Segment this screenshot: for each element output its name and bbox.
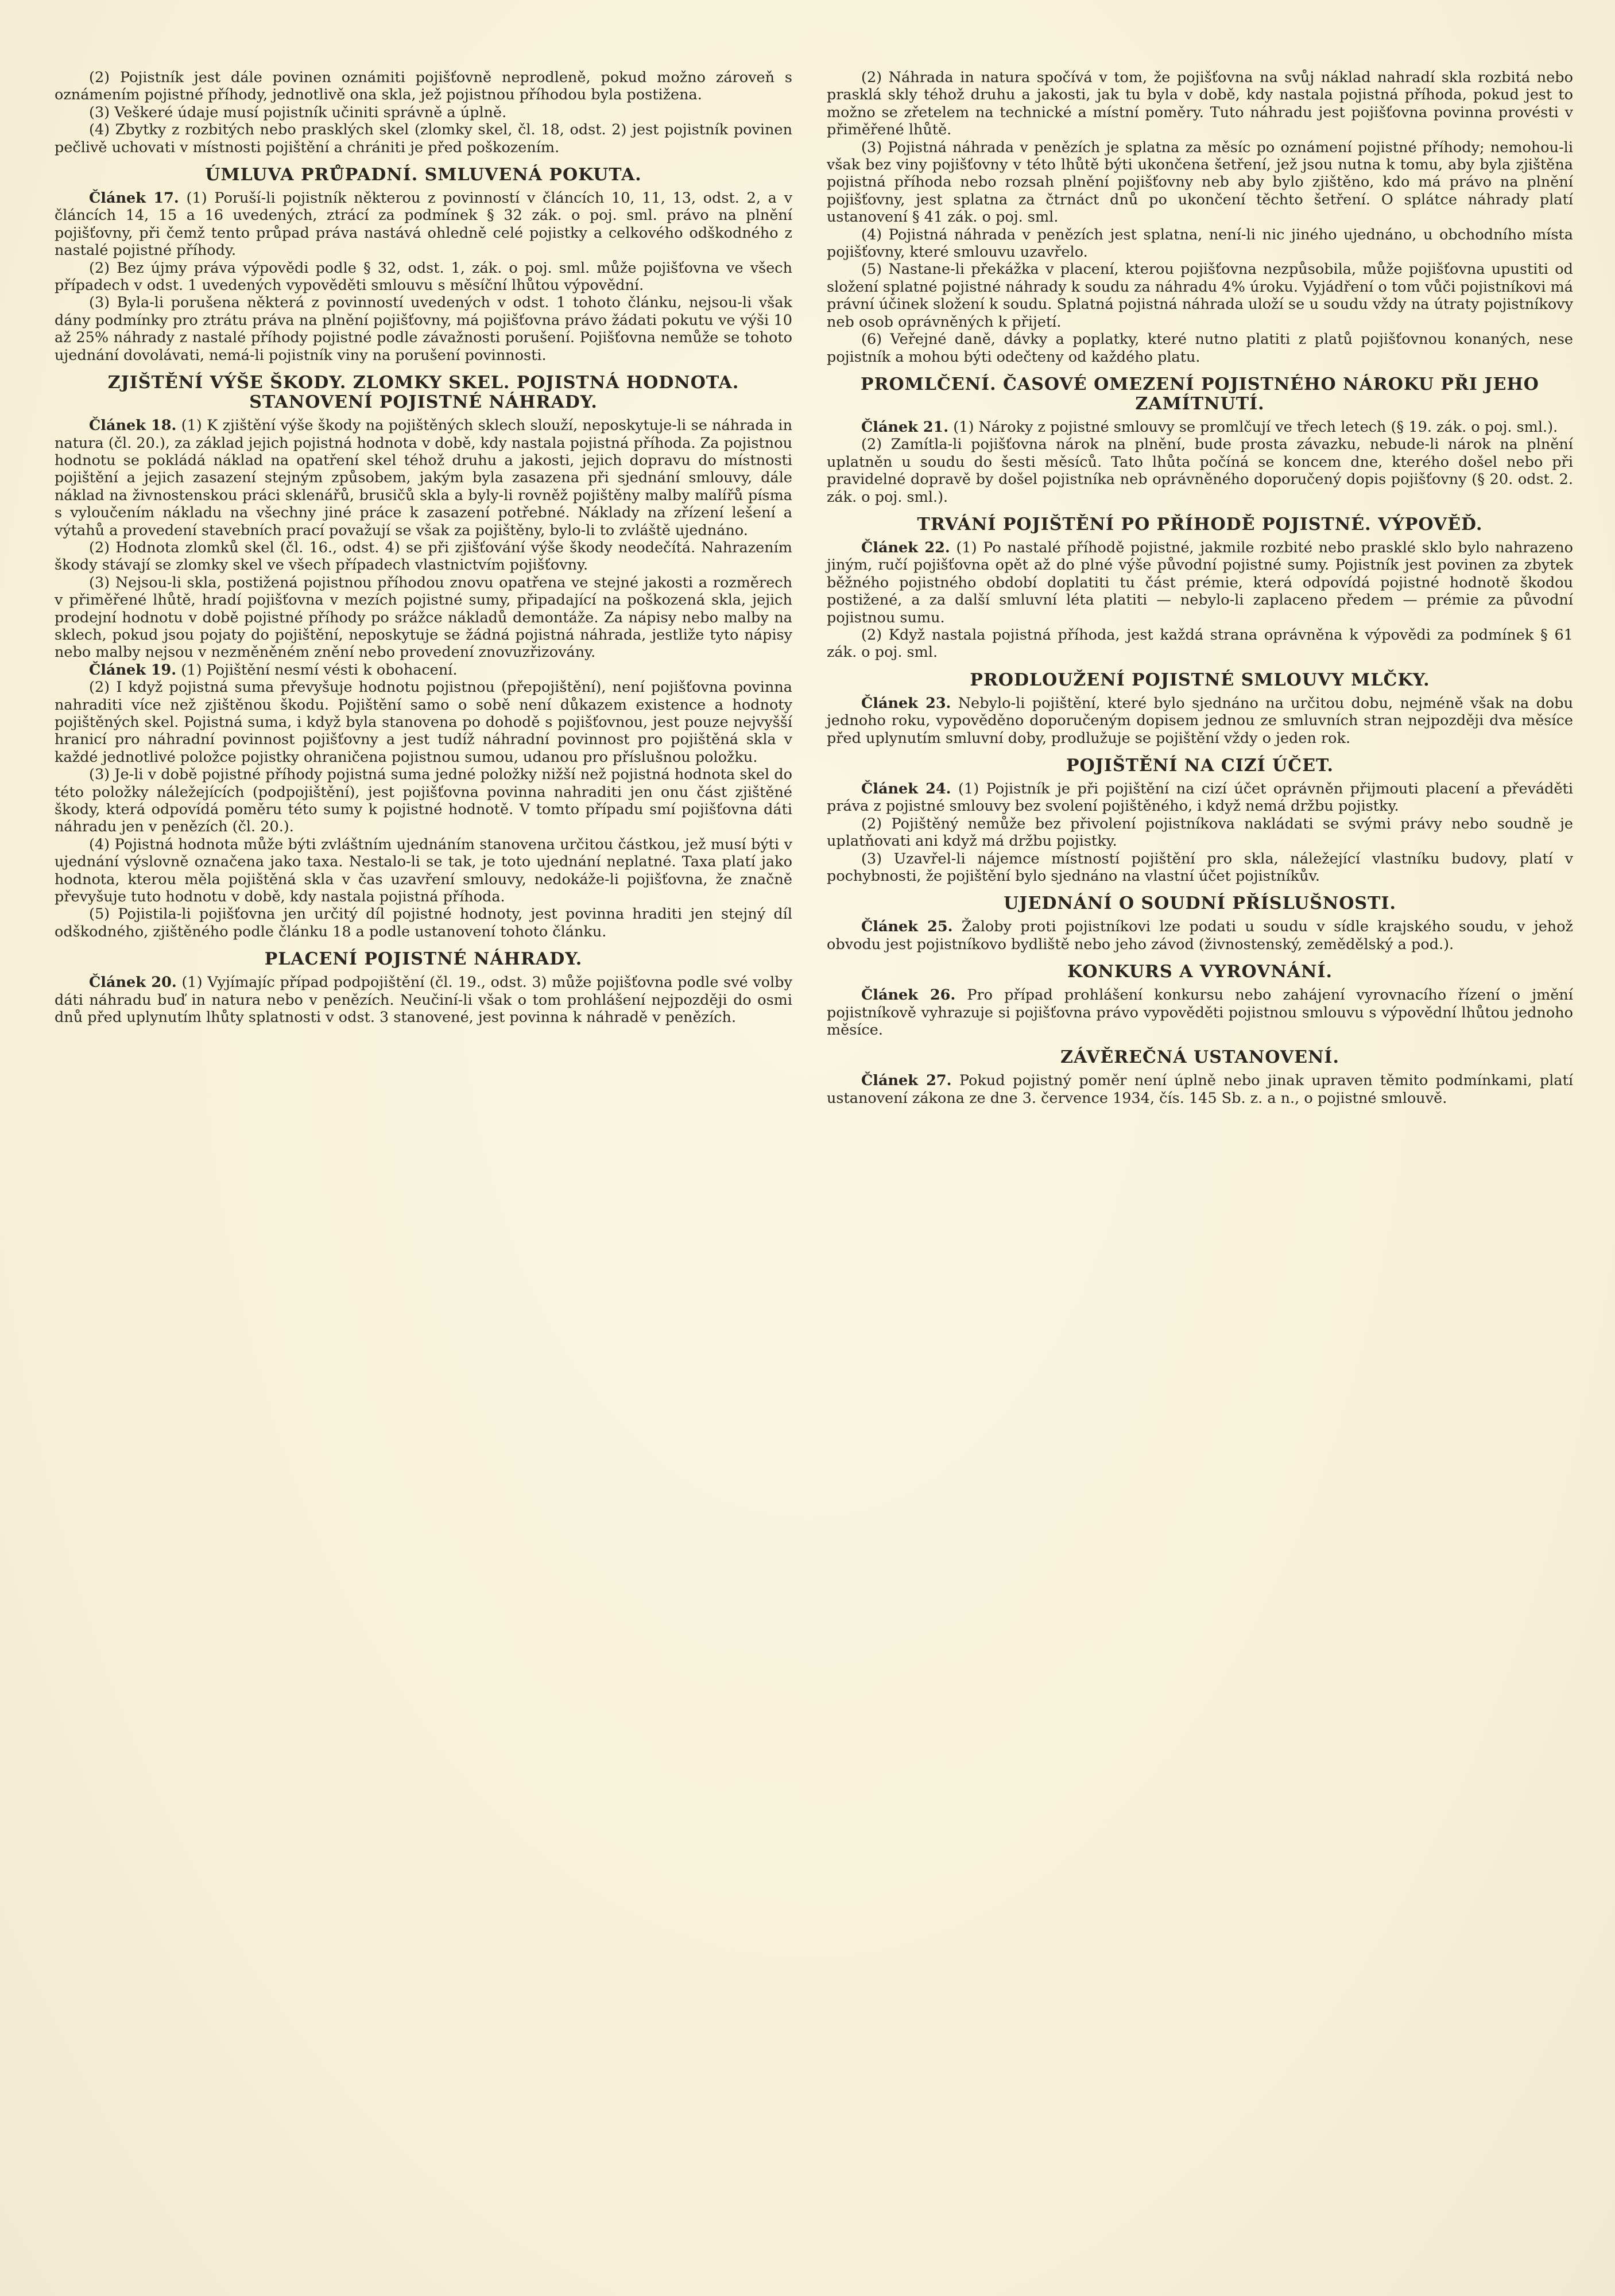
paragraph: (3) Nejsou-li skla, postižená pojistnou příhodou znovu opatřena ve stejné jakosti a rozměrech v přiměřené lhůtě, hradí pojišťovna v mezích pojistné sumy, připadající na poškozená skla, jejich prodejní hodnotu v době pojistné příhody po srážce nákladů demontáže. Za nápisy nebo malby na sklech, pokud jsou pojaty do pojištění, neposkytuje se žádná pojistná náhrada, jestliže tyto nápisy nebo malby nejsou v nezměněném znění nebo provedení znovuzřizovány.: [55, 574, 792, 661]
article-label: Článek 18.: [89, 417, 177, 435]
paragraph: (2) Pojištěný nemůže bez přivolení pojistníkova nakládati se svými právy nebo soudně je uplatňovati ani když má držbu pojistky.: [827, 815, 1573, 850]
paragraph: (6) Veřejné daně, dávky a poplatky, které nutno platiti z platů pojišťovnou konaných, nese pojistník a mohou býti odečteny od každého platu.: [827, 331, 1573, 366]
paragraph: (2) Pojistník jest dále povinen oznámiti pojišťovně neprodleně, pokud možno zároveň s oznámením pojistné příhody, jednotlivě ona skla, jež pojistnou příhodou byla postižena.: [55, 69, 792, 104]
article-label: Článek 22.: [861, 539, 950, 556]
article-text: (1) Po nastalé příhodě pojistné, jakmile rozbité nebo prasklé sklo bylo nahrazeno jiným, ručí pojišťovna opět až do plné výše původní pojistné sumy. Pojistník jest povinen za zbytek běžného pojistného období doplatiti tu část prémie, která odpovídá pojistné hodnotě škodou postižené, a za další smluvní léta platiti — nebylo-li zaplaceno předem — prémie za původní pojistnou sumu.: [827, 539, 1573, 626]
article-text: (1) K zjištění výše škody na pojištěných sklech slouží, neposkytuje-li se náhrada in natura (čl. 20.), za základ jejich pojistná hodnota v době, kdy nastala pojistná příhoda. Za pojistnou hodnotu se pokládá náklad na opatření skel téhož druhu a jakosti, jejich dopravu do místnosti pojištění a jejich zasazení stejným způsobem, jakým byla zasazena při sjednání smlouvy, dále náklad na živnostenskou práci sklenářů, brusičů skla a byly-li rovněž pojištěny malby malířů písma s vyloučením nákladu na všechny jiné práce k zasazení potřebné. Náklady na zřízení lešení a výtahů a provedení stavebních prací považují se však za pojištěny, bylo-li to zvláště ujednáno.: [55, 417, 792, 539]
paragraph: (3) Uzavřel-li nájemce místností pojištění pro skla, náležející vlastníku budovy, platí v pochybnosti, že pojištění bylo sjednáno na vlastní účet pojistníkův.: [827, 850, 1573, 885]
left-column: [55, 69, 792, 1027]
paragraph: (2) Náhrada in natura spočívá v tom, že pojišťovna na svůj náklad nahradí skla rozbitá nebo prasklá skly téhož druhu a jakosti, jak tu byla v době, kdy nastala pojistná příhoda, pokud jest to možno se zřetelem na technické a místní poměry. Tuto náhradu jest pojišťovna povinna provésti v přiměřené lhůtě.: [827, 69, 1573, 139]
article-label: Článek 20.: [89, 974, 177, 992]
article-25: [827, 918, 1573, 953]
section-heading: KONKURS A VYROVNÁNÍ.: [1067, 962, 1333, 982]
article-label: Článek 26.: [861, 986, 956, 1004]
section-heading: UJEDNÁNÍ O SOUDNÍ PŘÍSLUŠNOSTI.: [1004, 893, 1396, 914]
article-label: Článek 21.: [861, 418, 949, 436]
paragraph: (3) Pojistná náhrada v penězích je splatna za měsíc po oznámení pojistné příhody; nemohou-li však bez viny pojišťovny v této lhůtě býti ukončena šetření, jež jsou nutna k tomu, aby byla zjištěna pojistná příhoda nebo rozsah plnění pojišťovny neb aby bylo zjištěno, kdo má právo na plnění pojišťovny, jest splatna za čtrnáct dnů po ukončení těchto šetření. O splátce náhrady platí ustanovení § 41 zák. o poj. sml.: [827, 138, 1573, 226]
section-heading: ZÁVĚREČNÁ USTANOVENÍ.: [1060, 1047, 1339, 1068]
article-text: (1) Poruší-li pojistník některou z povinností v článcích 10, 11, 13, odst. 2, a v článcích 14, 15 a 16 uvedených, ztrácí za podmínek § 32 zák. o poj. sml. právo na plnění pojišťovny, při čemž tento průpad práva nastává ohledně celé pojistky a celkového odškodného z nastalé pojistné příhody.: [55, 189, 792, 260]
paragraph: (2) Bez újmy práva výpovědi podle § 32, odst. 1, zák. o poj. sml. může pojišťovna ve všech případech v odst. 1 uvedených vypověděti smlouvu s měsíční lhůtou výpovědní.: [55, 259, 792, 295]
article-21: [827, 419, 1573, 436]
paragraph: (3) Veškeré údaje musí pojistník učiniti správně a úplně.: [89, 103, 507, 121]
section-heading: POJIŠTĚNÍ NA CIZÍ ÚČET.: [1066, 756, 1334, 776]
section-heading: ÚMLUVA PRŮPADNÍ. SMLUVENÁ POKUTA.: [205, 165, 642, 185]
article-17: [55, 189, 792, 260]
article-text: (1) Vyjímajíc případ podpojištění (čl. 19., odst. 3) může pojišťovna podle své volby dáti náhradu buď in natura nebo v penězích. Neučiní-li však o tom prohlášení nejpozději do osmi dnů před uplynutím lhůty splatnosti v odst. 3 stanovené, jest povinna k náhradě v penězích.: [55, 974, 792, 1027]
article-26: [827, 986, 1573, 1039]
article-text: (1) Pojistník je při pojištění na cizí účet oprávněn přijmouti placení a převáděti práva z pojistné smlouvy bez svolení pojištěného, i když nemá držbu pojistky.: [827, 780, 1574, 815]
article-label: Článek 17.: [89, 189, 179, 207]
article-label: Článek 19.: [89, 661, 177, 679]
article-text: (1) Nároky z pojistné smlouvy se promlčují ve třech letech (§ 19. zák. o poj. sml.).: [953, 418, 1558, 436]
article-text: Pro případ prohlášení konkursu nebo zahájení vyrovnacího řízení o jmění pojistníkově vyhrazuje si pojišťovna právo vypověděti pojistnou smlouvu s výpovědní lhůtou jednoho měsíce.: [827, 986, 1574, 1039]
article-text: Nebylo-li pojištění, které bylo sjednáno na určitou dobu, nejméně však na dobu jednoho roku, vypověděno doporučeným dopisem jednou ze smluvních stran nejpozději dva měsíce před uplynutím smluvní doby, prodlužuje se pojištění vždy o jeden rok.: [827, 694, 1574, 747]
paragraph: (2) Když nastala pojistná příhoda, jest každá strana oprávněna k výpovědi za podmínek § 61 zák. o poj. sml.: [827, 626, 1573, 661]
article-23: [827, 695, 1573, 747]
article-text: Žaloby proti pojistníkovi lze podati u soudu v sídle krajského soudu, v jehož obvodu jest pojistníkovo bydliště nebo jeho závod (živnostenský, zemědělský a pod.).: [827, 918, 1573, 953]
paragraph: (3) Je-li v době pojistné příhody pojistná suma jedné položky nižší než pojistná hodnota skel do této položky náležejících (podpojištění), jest pojišťovna povinna nahraditi jen onu část zjištěné škody, která odpovídá poměru této sumy k pojistné hodnotě. V tomto případu smí pojišťovna dáti náhradu jen v penězích (čl. 20.).: [55, 766, 792, 836]
section-heading: TRVÁNÍ POJIŠTĚNÍ PO PŘÍHODĚ POJISTNÉ. VÝPOVĚĎ.: [917, 514, 1483, 535]
paragraph: (3) Byla-li porušena některá z povinností uvedených v odst. 1 tohoto článku, nejsou-li však dány podmínky pro ztrátu práva na plnění pojišťovny, má pojišťovna právo žádati pokutu ve výši 10 až 25% náhrady z nastalé příhody pojistné podle závažnosti porušení. Pojišťovna nemůže se tohoto ujednání dovolávati, nemá-li pojistník viny na porušení povinnosti.: [55, 294, 792, 364]
article-27: [827, 1072, 1573, 1107]
article-24: [827, 780, 1573, 815]
paragraph: (2) Zamítla-li pojišťovna nárok na plnění, bude prosta závazku, nebude-li nárok na plnění uplatněn u soudu do šesti měsíců. Tato lhůta počíná se koncem dne, kterého došel nebo při pravidelné dopravě by došel pojistníka neb oprávněného doporučený dopis pojišťovny (§ 20. odst. 2. zák. o poj. sml.).: [827, 436, 1573, 506]
paragraph: (2) Hodnota zlomků skel (čl. 16., odst. 4) se při zjišťování výše škody neodečítá. Nahrazením škody stávají se zlomky skel ve všech případech vlastnictvím pojišťovny.: [55, 539, 792, 574]
section-heading: PRODLOUŽENÍ POJISTNÉ SMLOUVY MLČKY.: [970, 669, 1430, 690]
article-label: Článek 25.: [861, 918, 953, 936]
article-22: [827, 539, 1573, 626]
article-label: Článek 24.: [861, 780, 951, 797]
article-19: [55, 661, 792, 679]
section-heading: ZJIŠTĚNÍ VÝŠE ŠKODY. ZLOMKY SKEL. POJISTNÁ HODNOTA. STANOVENÍ POJISTNÉ NÁHRADY.: [107, 373, 739, 413]
article-text: Pokud pojistný poměr není úplně nebo jinak upraven těmito podmínkami, platí ustanovení zákona ze dne 3. července 1934, čís. 145 Sb. z. a n., o pojistné smlouvě.: [827, 1072, 1573, 1107]
section-heading: PLACENÍ POJISTNÉ NÁHRADY.: [264, 949, 583, 970]
paragraph: (4) Zbytky z rozbitých nebo prasklých skel (zlomky skel, čl. 18, odst. 2) jest pojistník povinen pečlivě uchovati v místnosti pojištění a chrániti je před poškozením.: [55, 121, 792, 156]
section-heading: PROMLČENÍ. ČASOVÉ OMEZENÍ POJISTNÉHO NÁROKU PŘI JEHO ZAMÍTNUTÍ.: [861, 374, 1539, 414]
right-column: [827, 69, 1573, 1107]
paragraph: (2) I když pojistná suma převyšuje hodnotu pojistnou (přepojištění), není pojišťovna povinna nahraditi více než zjištěnou škodu. Pojištění samo o sobě není důkazem existence a hodnoty pojištěných skel. Pojistná suma, i když byla stanovena po dohodě s pojišťovnou, jest pouze nejvyšší hranicí pro náhradní povinnost pojišťovny a jest tudíž náhradní povinnost pro pojištěná skla v každé jednotlivé položce pojistky ohraničena pojistnou sumou, udanou pro příslušnou položku.: [55, 679, 792, 766]
paragraph: (5) Nastane-li překážka v placení, kterou pojišťovna nezpůsobila, může pojišťovna upustiti od složení splatné pojistné náhrady k soudu za náhradu 4% úroku. Vyjádření o tom vůči pojistníkovi má právní účinek složení k soudu. Splatná pojistná náhrada uloží se u soudu vždy na útraty pojistníkovy neb osob oprávněných k přijetí.: [827, 261, 1573, 331]
article-label: Článek 27.: [861, 1072, 952, 1090]
article-20: [55, 974, 792, 1026]
paragraph: (4) Pojistná hodnota může býti zvláštním ujednáním stanovena určitou částkou, jež musí býti v ujednání výslovně označena jako taxa. Nestalo-li se tak, je toto ujednání neplatné. Taxa platí jako hodnota, kterou měla pojištěná skla v čas uzavření smlouvy, nedokáže-li pojišťovna, že značně převyšuje tuto hodnotu v době, kdy nastala pojistná příhoda.: [55, 835, 792, 906]
article-18: [55, 417, 792, 539]
paragraph: (4) Pojistná náhrada v penězích jest splatna, není-li nic jiného ujednáno, u obchodního místa pojišťovny, které smlouvu uzavřelo.: [827, 226, 1573, 261]
article-text: (1) Pojištění nesmí vésti k obohacení.: [181, 661, 458, 679]
article-label: Článek 23.: [861, 694, 951, 712]
paragraph: (5) Pojistila-li pojišťovna jen určitý díl pojistné hodnoty, jest povinna hraditi jen stejný díl odškodného, zjištěného podle článku 18 a podle ustanovení tohoto článku.: [55, 905, 792, 940]
